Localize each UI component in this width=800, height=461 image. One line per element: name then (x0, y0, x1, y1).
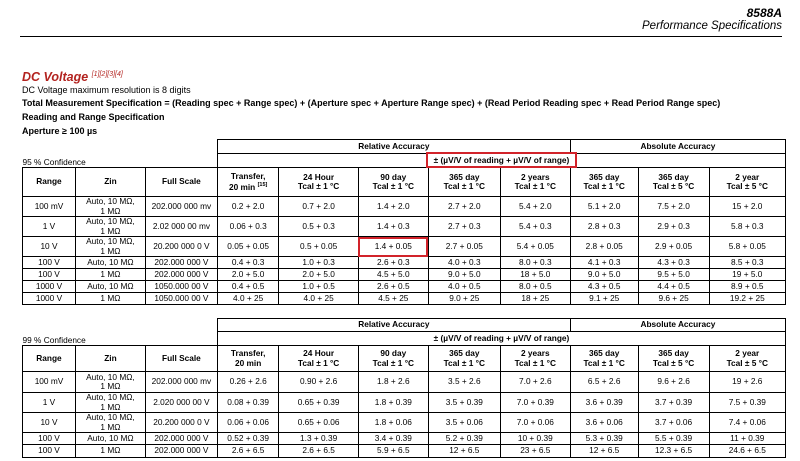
cell-abs-365d-5c: 3.7 + 0.06 (638, 413, 709, 433)
col-header-y2 (500, 346, 570, 372)
cell-range: 100 mV (23, 197, 76, 217)
cell-transfer: 2.6 + 6.5 (217, 445, 278, 458)
cell-abs-365d-1c: 3.6 + 0.39 (570, 393, 638, 413)
cell-365d: 4.0 + 0.3 (428, 257, 500, 269)
document-model: 8588A (746, 6, 782, 20)
relative-accuracy-header: Relative Accuracy (217, 140, 570, 154)
confidence-label: 95 % Confidence (23, 154, 218, 168)
cell-2y: 8.0 + 0.5 (500, 281, 570, 293)
col-header-transfer (217, 168, 278, 197)
cell-full-scale: 202.000 000 mv (145, 372, 217, 393)
cell-24h: 0.7 + 2.0 (279, 197, 358, 217)
cell-365d: 2.7 + 0.05 (428, 237, 500, 257)
cell-90d: 4.5 + 5.0 (358, 269, 428, 281)
cell-transfer: 0.06 + 0.06 (217, 413, 278, 433)
aperture-condition: Aperture ≥ 100 µs (22, 126, 98, 136)
col-header-d365-line1: 365 day (449, 348, 480, 358)
table-row (23, 293, 786, 305)
col-header-abs365_1 (570, 168, 638, 197)
col-header-abs365_1-line1: 365 day (588, 348, 620, 358)
col-header-abs365_1 (570, 346, 638, 372)
cell-abs-2y: 24.6 + 6.5 (709, 445, 785, 458)
cell-24h: 2.6 + 6.5 (279, 445, 358, 458)
cell-abs-365d-5c: 2.9 + 0.05 (638, 237, 709, 257)
cell-2y: 5.4 + 2.0 (500, 197, 570, 217)
table-row (23, 393, 786, 413)
col-header-transfer-line1: Transfer, (230, 348, 266, 358)
cell-full-scale: 202.000 000 V (145, 269, 217, 281)
cell-abs-365d-5c: 9.6 + 2.6 (638, 372, 709, 393)
cell-24h: 0.65 + 0.06 (279, 413, 358, 433)
cell-zin: Auto, 10 MΩ, 1 MΩ (75, 393, 145, 413)
cell-365d: 2.7 + 2.0 (428, 197, 500, 217)
table-row (23, 217, 786, 237)
col-header-d365 (428, 346, 500, 372)
cell-24h: 0.5 + 0.05 (279, 237, 358, 257)
col-header-h24-line1: 24 Hour (303, 171, 335, 182)
col-header-h24 (279, 168, 358, 197)
col-header-full-scale: Full Scale (145, 346, 217, 372)
table-row (23, 281, 786, 293)
col-header-d365-line1: 365 day (449, 171, 480, 182)
col-header-abs2y-line2: Tcal ± 5 °C (726, 181, 768, 191)
col-header-abs2y-line1: 2 year (735, 348, 760, 358)
blank-corner (23, 319, 218, 332)
cell-range: 1 V (23, 217, 76, 237)
col-header-d90-line1: 90 day (380, 171, 407, 182)
col-header-abs365_5-line1: 365 day (658, 348, 689, 358)
cell-abs-2y: 15 + 2.0 (709, 197, 785, 217)
col-header-h24 (279, 346, 358, 372)
cell-abs-2y: 8.5 + 0.3 (709, 257, 785, 269)
resolution-note: DC Voltage maximum resolution is 8 digits (22, 85, 191, 95)
col-header-transfer-line2: 20 min (228, 181, 256, 192)
cell-full-scale: 20.200 000 0 V (145, 237, 217, 257)
col-header-y2-line2: Tcal ± 1 °C (514, 357, 556, 368)
spec-table-1 (22, 318, 786, 458)
cell-transfer: 0.52 + 0.39 (217, 433, 278, 445)
cell-365d: 5.2 + 0.39 (428, 433, 500, 445)
col-header-h24-line2: Tcal ± 1 °C (297, 357, 340, 368)
cell-full-scale: 1050.000 00 V (145, 293, 217, 305)
units-row (23, 154, 786, 168)
cell-365d: 4.0 + 0.5 (428, 281, 500, 293)
cell-2y: 8.0 + 0.3 (500, 257, 570, 269)
table-row (23, 269, 786, 281)
cell-90d: 1.8 + 0.06 (358, 413, 428, 433)
cell-range: 100 V (23, 445, 76, 458)
col-header-y2 (500, 168, 570, 197)
cell-365d: 3.5 + 0.06 (428, 413, 500, 433)
col-header-abs2y-line2: Tcal ± 5 °C (726, 357, 768, 368)
cell-transfer: 0.08 + 0.39 (217, 393, 278, 413)
cell-2y: 23 + 6.5 (500, 445, 570, 458)
document-subtitle: Performance Specifications (642, 20, 782, 32)
col-header-abs365_5 (638, 346, 709, 372)
cell-90d: 1.4 + 0.05 (358, 237, 428, 257)
cell-365d: 12 + 6.5 (428, 445, 500, 458)
table-row (23, 445, 786, 458)
col-header-d90 (358, 346, 428, 372)
cell-abs-365d-1c: 4.3 + 0.5 (570, 281, 638, 293)
col-header-abs2y (709, 168, 785, 197)
cell-abs-365d-5c: 9.6 + 25 (638, 293, 709, 305)
col-header-zin: Zin (75, 168, 145, 197)
cell-2y: 7.0 + 2.6 (500, 372, 570, 393)
cell-abs-2y: 8.9 + 0.5 (709, 281, 785, 293)
units-label: ± (µV/V of reading + µV/V of range) (433, 332, 570, 343)
col-header-abs2y (709, 346, 785, 372)
cell-abs-365d-5c: 3.7 + 0.39 (638, 393, 709, 413)
cell-zin: Auto, 10 MΩ (75, 257, 145, 269)
cell-365d: 9.0 + 25 (428, 293, 500, 305)
cell-2y: 7.0 + 0.39 (500, 393, 570, 413)
cell-full-scale: 202.000 000 V (145, 445, 217, 458)
section-title-text: DC Voltage (22, 70, 89, 84)
cell-abs-365d-1c: 12 + 6.5 (570, 445, 638, 458)
header-rule (20, 36, 782, 37)
col-header-abs365_1-line1: 365 day (588, 171, 620, 182)
cell-365d: 3.5 + 0.39 (428, 393, 500, 413)
cell-full-scale: 202.000 000 V (145, 433, 217, 445)
cell-abs-2y: 7.5 + 0.39 (709, 393, 785, 413)
col-header-h24-line1: 24 Hour (303, 348, 335, 358)
col-header-d365-line2: Tcal ± 1 °C (443, 181, 485, 191)
col-header-transfer-line1: Transfer, (230, 170, 266, 181)
cell-24h: 0.5 + 0.3 (279, 217, 358, 237)
section-title (22, 70, 123, 84)
cell-24h: 4.0 + 25 (279, 293, 358, 305)
cell-transfer: 2.0 + 5.0 (217, 269, 278, 281)
blank-corner (23, 140, 218, 154)
cell-range: 10 V (23, 413, 76, 433)
units-cell (217, 332, 785, 346)
col-header-transfer (217, 346, 278, 372)
cell-range: 100 mV (23, 372, 76, 393)
cell-abs-365d-5c: 9.5 + 5.0 (638, 269, 709, 281)
cell-transfer: 4.0 + 25 (217, 293, 278, 305)
cell-abs-365d-1c: 6.5 + 2.6 (570, 372, 638, 393)
col-header-d365 (428, 168, 500, 197)
table-row (23, 372, 786, 393)
cell-zin: 1 MΩ (75, 445, 145, 458)
cell-2y: 5.4 + 0.05 (500, 237, 570, 257)
col-header-abs365_5 (638, 168, 709, 197)
col-header-abs365_1-line2: Tcal ± 1 °C (583, 181, 625, 191)
table-row (23, 433, 786, 445)
table-row (23, 197, 786, 217)
col-header-y2-line2: Tcal ± 1 °C (514, 181, 556, 191)
col-header-abs365_5-line2: Tcal ± 5 °C (652, 181, 695, 191)
cell-zin: 1 MΩ (75, 269, 145, 281)
absolute-accuracy-header: Absolute Accuracy (570, 319, 785, 332)
cell-transfer: 0.4 + 0.3 (217, 257, 278, 269)
cell-abs-365d-1c: 2.8 + 0.3 (570, 217, 638, 237)
col-header-transfer-ref: [15] (257, 182, 268, 189)
cell-zin: 1 MΩ (75, 293, 145, 305)
cell-2y: 5.4 + 0.3 (500, 217, 570, 237)
cell-abs-2y: 19 + 2.6 (709, 372, 785, 393)
section-title-refs: [1][2][3][4] (91, 70, 123, 78)
column-header-row (23, 346, 786, 372)
cell-range: 1 V (23, 393, 76, 413)
group-header-row (23, 140, 786, 154)
cell-abs-2y: 19.2 + 25 (709, 293, 785, 305)
cell-90d: 1.4 + 2.0 (358, 197, 428, 217)
cell-24h: 2.0 + 5.0 (279, 269, 358, 281)
total-spec-formula: Total Measurement Specification = (Reading spec + Range spec) + (Aperture spec + Aperture Range spec) + (Read Period Reading spec + Read Period Range spec) (22, 98, 721, 108)
col-header-d90-line1: 90 day (380, 348, 407, 358)
cell-90d: 3.4 + 0.39 (358, 433, 428, 445)
cell-transfer: 0.4 + 0.5 (217, 281, 278, 293)
spec-table-0 (22, 139, 786, 305)
table-row (23, 413, 786, 433)
col-header-d90-line2: Tcal ± 1 °C (372, 181, 415, 191)
cell-abs-2y: 19 + 5.0 (709, 269, 785, 281)
cell-abs-365d-1c: 4.1 + 0.3 (570, 257, 638, 269)
table-row (23, 257, 786, 269)
col-header-range: Range (23, 346, 76, 372)
cell-full-scale: 202.000 000 V (145, 257, 217, 269)
cell-24h: 0.90 + 2.6 (279, 372, 358, 393)
column-header-row (23, 168, 786, 197)
col-header-y2-line1: 2 years (521, 171, 550, 182)
units-label: ± (µV/V of reading + µV/V of range) (428, 154, 576, 166)
cell-zin: Auto, 10 MΩ, 1 MΩ (75, 413, 145, 433)
cell-90d: 2.6 + 0.3 (358, 257, 428, 269)
cell-90d: 2.6 + 0.5 (358, 281, 428, 293)
col-header-range: Range (23, 168, 76, 197)
cell-range: 10 V (23, 237, 76, 257)
cell-full-scale: 1050.000 00 V (145, 281, 217, 293)
cell-abs-2y: 5.8 + 0.3 (709, 217, 785, 237)
cell-transfer: 0.2 + 2.0 (217, 197, 278, 217)
cell-365d: 3.5 + 2.6 (428, 372, 500, 393)
confidence-label: 99 % Confidence (23, 332, 218, 346)
cell-zin: Auto, 10 MΩ, 1 MΩ (75, 217, 145, 237)
cell-24h: 1.0 + 0.3 (279, 257, 358, 269)
col-header-abs365_5-line2: Tcal ± 5 °C (652, 357, 695, 368)
cell-90d: 1.8 + 0.39 (358, 393, 428, 413)
cell-range: 100 V (23, 269, 76, 281)
relative-accuracy-header: Relative Accuracy (217, 319, 570, 332)
cell-range: 1000 V (23, 281, 76, 293)
cell-2y: 7.0 + 0.06 (500, 413, 570, 433)
cell-90d: 4.5 + 25 (358, 293, 428, 305)
cell-abs-365d-1c: 5.3 + 0.39 (570, 433, 638, 445)
cell-abs-365d-1c: 5.1 + 2.0 (570, 197, 638, 217)
cell-zin: Auto, 10 MΩ (75, 281, 145, 293)
cell-90d: 1.4 + 0.3 (358, 217, 428, 237)
col-header-d90 (358, 168, 428, 197)
cell-abs-365d-5c: 2.9 + 0.3 (638, 217, 709, 237)
cell-full-scale: 2.020 000 00 V (145, 393, 217, 413)
cell-zin: Auto, 10 MΩ, 1 MΩ (75, 372, 145, 393)
cell-range: 100 V (23, 433, 76, 445)
cell-24h: 1.0 + 0.5 (279, 281, 358, 293)
col-header-abs2y-line1: 2 year (735, 171, 760, 182)
group-header-row (23, 319, 786, 332)
cell-2y: 18 + 5.0 (500, 269, 570, 281)
cell-abs-365d-5c: 7.5 + 2.0 (638, 197, 709, 217)
units-cell (217, 154, 785, 168)
col-header-abs365_5-line1: 365 day (658, 171, 689, 182)
cell-abs-365d-5c: 12.3 + 6.5 (638, 445, 709, 458)
cell-range: 1000 V (23, 293, 76, 305)
cell-abs-2y: 5.8 + 0.05 (709, 237, 785, 257)
col-header-d365-line2: Tcal ± 1 °C (443, 357, 485, 368)
cell-24h: 1.3 + 0.39 (279, 433, 358, 445)
cell-90d: 5.9 + 6.5 (358, 445, 428, 458)
cell-2y: 10 + 0.39 (500, 433, 570, 445)
cell-abs-2y: 7.4 + 0.06 (709, 413, 785, 433)
units-row (23, 332, 786, 346)
cell-365d: 9.0 + 5.0 (428, 269, 500, 281)
cell-transfer: 0.26 + 2.6 (217, 372, 278, 393)
cell-abs-365d-5c: 4.3 + 0.3 (638, 257, 709, 269)
cell-full-scale: 2.02 000 00 mv (145, 217, 217, 237)
col-header-y2-line1: 2 years (521, 348, 550, 358)
absolute-accuracy-header: Absolute Accuracy (570, 140, 785, 154)
cell-abs-365d-1c: 3.6 + 0.06 (570, 413, 638, 433)
col-header-full-scale: Full Scale (145, 168, 217, 197)
cell-zin: Auto, 10 MΩ, 1 MΩ (75, 237, 145, 257)
cell-abs-365d-1c: 9.1 + 25 (570, 293, 638, 305)
cell-365d: 2.7 + 0.3 (428, 217, 500, 237)
cell-abs-2y: 11 + 0.39 (709, 433, 785, 445)
cell-zin: Auto, 10 MΩ, 1 MΩ (75, 197, 145, 217)
cell-abs-365d-5c: 4.4 + 0.5 (638, 281, 709, 293)
table-row (23, 237, 786, 257)
cell-full-scale: 202.000 000 mv (145, 197, 217, 217)
cell-abs-365d-1c: 2.8 + 0.05 (570, 237, 638, 257)
cell-zin: Auto, 10 MΩ (75, 433, 145, 445)
cell-transfer: 0.06 + 0.3 (217, 217, 278, 237)
col-header-zin: Zin (75, 346, 145, 372)
cell-2y: 18 + 25 (500, 293, 570, 305)
cell-abs-365d-1c: 9.0 + 5.0 (570, 269, 638, 281)
cell-90d: 1.8 + 2.6 (358, 372, 428, 393)
col-header-abs365_1-line2: Tcal ± 1 °C (583, 357, 625, 368)
col-header-transfer-line2: 20 min (235, 357, 262, 368)
reading-range-heading: Reading and Range Specification (22, 112, 165, 122)
cell-full-scale: 20.200 000 0 V (145, 413, 217, 433)
cell-24h: 0.65 + 0.39 (279, 393, 358, 413)
col-header-d90-line2: Tcal ± 1 °C (372, 357, 415, 368)
cell-range: 100 V (23, 257, 76, 269)
col-header-h24-line2: Tcal ± 1 °C (297, 181, 340, 191)
cell-abs-365d-5c: 5.5 + 0.39 (638, 433, 709, 445)
cell-transfer: 0.05 + 0.05 (217, 237, 278, 257)
